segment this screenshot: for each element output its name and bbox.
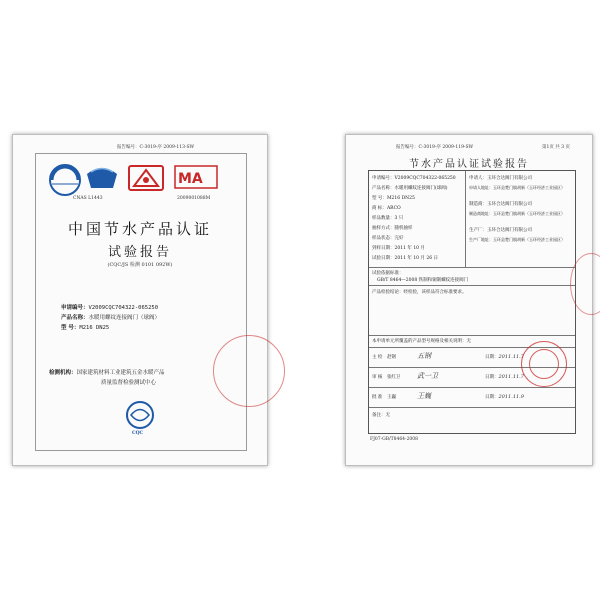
table-row: 型 号：M216 DN25 (372, 196, 415, 201)
cma-logo-icon (175, 166, 217, 188)
cover-field-product-name: 产品名称：水暖用螺纹连接阀门（球阀） (61, 315, 161, 321)
signer-row: 批 准 王巍 (372, 395, 396, 400)
cover-report-code: (CQC/JS 检测 0101 092W) (107, 262, 173, 268)
table-row: 商 标：ARCO (372, 206, 401, 211)
report-table (368, 170, 576, 434)
cover-report-ref: 报告编号：C-3019-序 2009-113-SW (117, 145, 195, 150)
report-ref: 报告编号：C-3019-序 2009-119-SW (396, 145, 474, 150)
table-row: 申请编号：V2009CQC704322-065250 (372, 176, 456, 181)
signature: 王巍 (417, 392, 431, 400)
coverage-note: 本申请单元所覆盖的产品型号规格及相关说明：无 (372, 339, 471, 344)
certificate-cover-page (12, 134, 268, 466)
test-report-page (345, 134, 593, 466)
seal-stamp-left (213, 335, 285, 407)
factory-cell: 生产厂：玉环合达阀门有限公司 (469, 228, 532, 233)
conclusion: 产品检验结论：经检验，该样品符合标准要求。 (372, 290, 467, 295)
signer-row: 主 检 赵钢 (372, 355, 396, 360)
table-row: 抽样方式：随机抽样 (372, 226, 413, 231)
applicant-address-cell: 申请人地址：玉环县楚门镇胡新（玉环经济工业园区） (469, 185, 565, 190)
table-row: 试验日期：2011 年 10 月 26 日 (372, 256, 439, 261)
manufacturer-address-cell: 制造商地址：玉环县楚门镇胡新（玉环经济工业园区） (469, 211, 565, 216)
report-page-number: 第1页 共 3 页 (542, 145, 571, 150)
table-rule (369, 285, 575, 286)
sign-date: 日期：2011.11.7 (485, 354, 524, 360)
table-row: 到样日期：2011 年 10 月 (372, 246, 425, 251)
table-divider (465, 171, 466, 267)
table-rule (369, 335, 575, 336)
cover-inspection-org: 检测机构：国家建筑材料工业建筑五金水暖产品 (49, 370, 165, 376)
test-basis-value: GB/T 8464—2008 铁制和铜制螺纹连接阀门 (377, 278, 469, 283)
factory-address-cell: 生产厂地址：玉环县楚门镇胡新（玉环经济工业园区） (469, 237, 565, 242)
cover-title: 中国节水产品认证 (67, 220, 212, 238)
cma-logo-number: 2009001088M (177, 196, 211, 201)
signer-row: 审 核 张红卫 (372, 375, 401, 380)
signature: 武一卫 (417, 372, 438, 380)
sign-date: 日期：2011.11.9 (485, 394, 524, 400)
cqc-logo-label: CQC (132, 431, 144, 436)
cover-field-application-no: 申请编号：V2009CQC704322-065250 (61, 305, 159, 311)
svg-text:MA: MA (178, 171, 203, 187)
cnas-logo-icon (87, 168, 117, 188)
applicant-cell: 申请人：玉环合达阀门有限公司 (469, 176, 532, 181)
signature: 五钢 (417, 352, 431, 360)
seal-stamp-inner (529, 349, 559, 379)
cover-subtitle: 试验报告 (107, 245, 172, 260)
cqc-logo-icon (125, 400, 155, 430)
ccc-logo-icon (129, 166, 163, 190)
report-footer-code: FJ07-GB/T8464-2008 (370, 437, 419, 442)
table-row: 样品状态：完好 (372, 236, 404, 241)
cover-field-model: 型 号：M216 DN25 (61, 325, 110, 331)
manufacturer-cell: 制造商：玉环合达阀门有限公司 (469, 202, 532, 207)
report-title: 节水产品认证试验报告 (409, 159, 529, 170)
test-basis-label: 试验依据标准： (372, 271, 404, 276)
table-rule (369, 267, 575, 268)
cnas-logo-number: CNAS L1443 (73, 196, 103, 201)
iqnet-logo-icon (50, 165, 80, 195)
sign-date: 日期：2011.11.7 (485, 374, 524, 380)
table-rule (369, 387, 575, 388)
remark: 备注：无 (372, 413, 390, 418)
table-rule (369, 407, 575, 408)
table-row: 产品名称：水暖用螺纹连接阀门(球阀) (372, 186, 448, 191)
cover-inspection-org-line2: 质量监督检验测试中心 (101, 380, 157, 386)
table-row: 样品数量：3 只 (372, 216, 404, 221)
